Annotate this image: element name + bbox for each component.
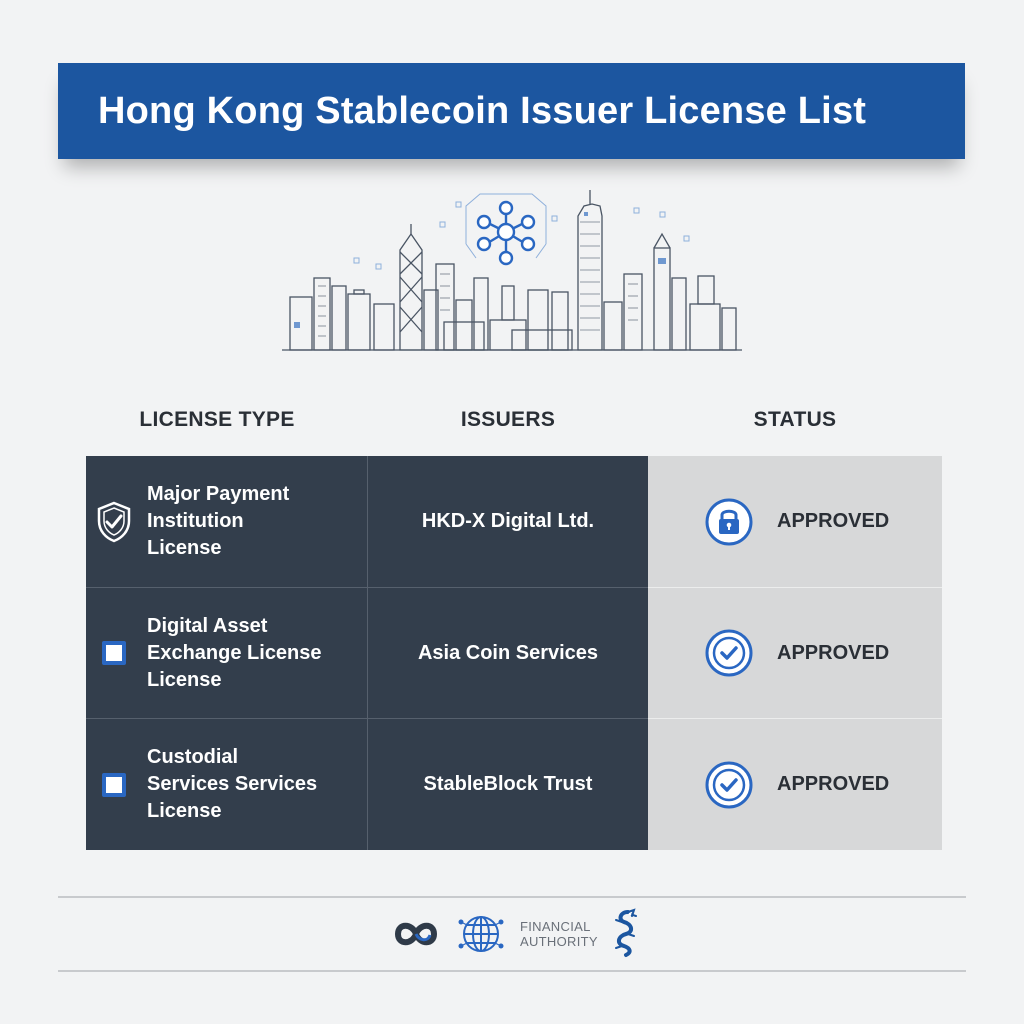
authority-line: AUTHORITY (520, 934, 598, 949)
title-banner (58, 63, 965, 159)
infinity-link-logo-icon (388, 913, 444, 955)
table-row (86, 587, 942, 718)
status-badge: APPROVED (777, 510, 890, 532)
status-cell (648, 456, 942, 587)
footer-divider-bottom (58, 970, 966, 972)
authority-line: FINANCIAL (520, 919, 591, 934)
status-badge: APPROVED (777, 773, 890, 795)
license-type-cell (86, 587, 368, 718)
status-badge: APPROVED (777, 641, 890, 664)
globe-network-icon (455, 908, 507, 960)
status-cell (648, 718, 942, 850)
license-type-line: License (147, 668, 222, 691)
issuer-cell (368, 587, 648, 718)
skyline-illustration (280, 182, 744, 354)
status-cell (648, 587, 942, 718)
column-header-issuers: ISSUERS (460, 408, 556, 431)
license-type-line: Institution (147, 510, 244, 532)
square-bullet-icon (94, 763, 134, 807)
issuer-cell (368, 718, 648, 850)
license-type-line: Major Payment (147, 483, 290, 505)
license-type-label (147, 744, 357, 825)
lock-icon (704, 497, 754, 547)
check-circle-icon (704, 760, 754, 810)
license-type-cell (86, 718, 368, 850)
table-row (86, 456, 942, 587)
license-type-line: License (147, 537, 222, 559)
license-type-label (147, 613, 357, 694)
page-title: Hong Kong Stablecoin Issuer License List (98, 89, 867, 132)
license-table (86, 456, 942, 850)
footer-divider-top (58, 896, 966, 898)
shield-check-icon (94, 500, 134, 544)
license-type-line: Services Services (147, 773, 318, 795)
financial-authority-text (520, 919, 598, 949)
square-bullet-icon (94, 631, 134, 675)
license-type-line: Exchange License (147, 641, 322, 664)
issuer-cell (368, 456, 648, 587)
dragon-emblem-icon (608, 908, 642, 958)
network-node-icon (478, 202, 534, 264)
license-type-line: Custodial (147, 746, 239, 768)
issuer-name: StableBlock Trust (423, 773, 593, 795)
issuer-name: Asia Coin Services (417, 641, 599, 664)
column-header-license-type: LICENSE TYPE (139, 408, 295, 431)
check-circle-icon (704, 628, 754, 678)
license-type-cell (86, 456, 368, 587)
license-type-label (147, 481, 357, 562)
column-header-status: STATUS (753, 408, 837, 431)
issuer-name: HKD-X Digital Ltd. (421, 510, 595, 532)
license-type-line: License (147, 800, 222, 822)
license-type-line: Digital Asset (147, 614, 268, 637)
table-row (86, 718, 942, 850)
